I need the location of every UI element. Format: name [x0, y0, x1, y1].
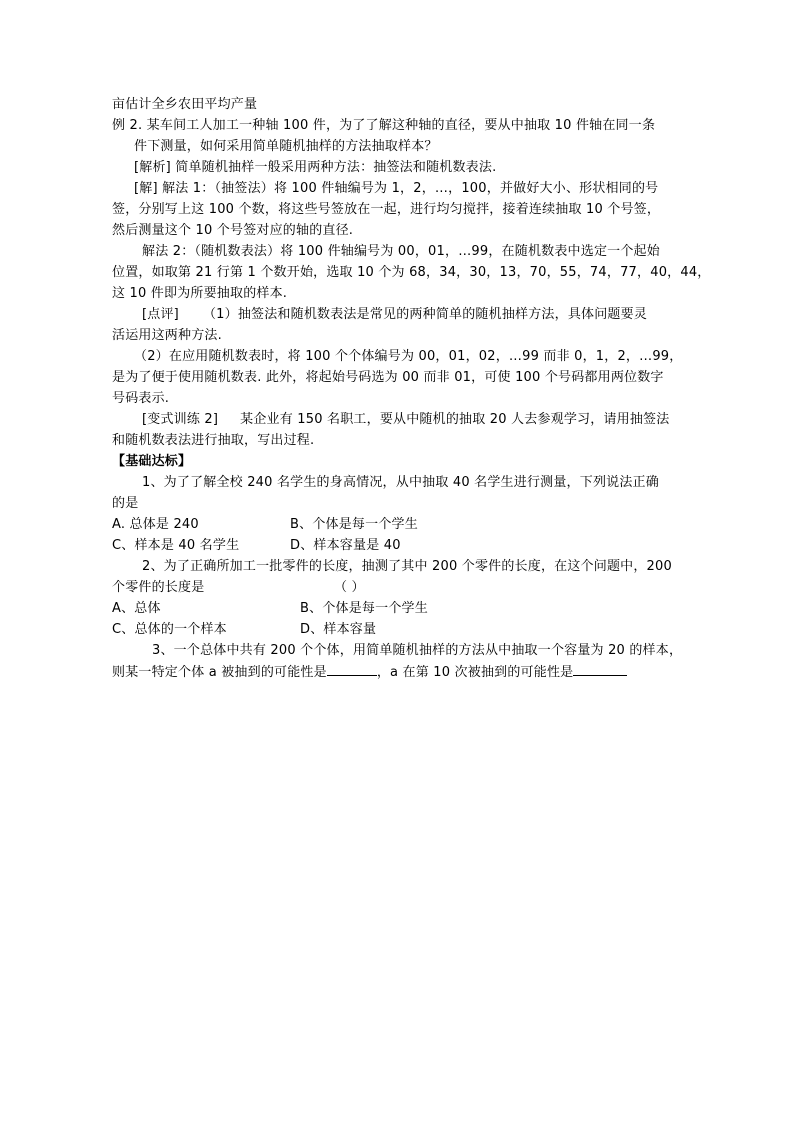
question-3-text-b: ，a 在第 10 次被抽到的可能性是	[376, 665, 574, 680]
comment-line-5: 号码表示.	[112, 391, 170, 406]
comment-line-2: 活运用这两种方法.	[112, 328, 222, 343]
question-2-text: 个零件的长度是	[112, 580, 205, 595]
variant-line-2: 和随机数表法进行抽取，写出过程.	[112, 433, 315, 448]
example-2-line-2: 件下测量，如何采用简单随机抽样的方法抽取样本？	[134, 139, 438, 154]
answer-blank-2[interactable]	[573, 661, 627, 676]
variant-text: 某企业有 150 名职工，要从中随机的抽取 20 人去参观学习，请用抽签法	[240, 412, 670, 427]
solution-line-3: 然后测量这个 10 个号签对应的轴的直径.	[112, 223, 354, 238]
question-3-line-2	[112, 661, 682, 682]
answer-blank-1[interactable]	[327, 661, 377, 676]
analysis-line: [解析] 简单随机抽样一般采用两种方法：抽签法和随机数表法.	[134, 160, 497, 175]
solution-line-2: 签，分别写上这 100 个数，将这些号签放在一起，进行均匀搅拌，接着连续抽取 10 个号签，	[112, 202, 661, 217]
question-2-options-cd	[112, 619, 682, 640]
option-d: D、样本容量是 40	[290, 538, 401, 553]
question-3-line-1: 3、一个总体中共有 200 个个体，用简单随机抽样的方法从中抽取一个容量为 20 的样本，	[152, 643, 683, 658]
option-d: D、样本容量	[300, 622, 377, 637]
document-page	[112, 94, 711, 682]
question-3-text-a: 则某一特定个体 a 被抽到的可能性是	[112, 665, 327, 680]
option-b: B、个体是每一个学生	[300, 601, 428, 616]
solution-2-line-2: 位置，如取第 21 行第 1 个数开始，选取 10 个为 68，34，30，13，70，55，74，77，40，44，	[112, 265, 711, 280]
option-a: A. 总体是 240	[112, 517, 199, 532]
comment-line-1	[112, 304, 682, 325]
question-2-line-2	[112, 577, 682, 598]
comment-line-4: 是为了便于使用随机数表. 此外，将起始号码选为 00 而非 01，可使 100 个号码都用两位数字	[112, 370, 664, 385]
question-1-line-2: 的是	[112, 496, 139, 511]
example-2-line-1: 例 2. 某车间工人加工一种轴 100 件，为了了解这种轴的直径，要从中抽取 10 件轴在同一条	[112, 118, 656, 133]
question-1-line-1: 1、为了了解全校 240 名学生的身高情况，从中抽取 40 名学生进行测量，下列说法正确	[142, 475, 659, 490]
option-a: A、总体	[112, 601, 161, 616]
solution-2-line-3: 这 10 件即为所要抽取的样本.	[112, 286, 288, 301]
question-1-options-ab	[112, 514, 682, 535]
option-c: C、样本是 40 名学生	[112, 538, 240, 553]
comment-line-3: （2）在应用随机数表时，将 100 个个体编号为 00，01，02，…99 而非 0，1，2，…99，	[134, 349, 683, 364]
answer-parentheses: （ ）	[334, 580, 365, 595]
section-heading: 【基础达标】	[112, 454, 192, 469]
solution-line-1: [解] 解法 1：（抽签法）将 100 件轴编号为 1，2，…，100，并做好大小、形状相同的号	[134, 181, 659, 196]
option-b: B、个体是每一个学生	[290, 517, 418, 532]
question-1-options-cd	[112, 535, 682, 556]
comment-text: （1）抽签法和随机数表法是常见的两种简单的随机抽样方法，具体问题要灵	[202, 307, 648, 322]
variant-line-1	[112, 409, 682, 430]
solution-2-line-1: 解法 2：（随机数表法）将 100 件轴编号为 00，01，…99，在随机数表中选定一个起始	[142, 244, 660, 259]
question-2-line-1: 2、为了正确所加工一批零件的长度，抽测了其中 200 个零件的长度，在这个问题中，200	[142, 559, 672, 574]
option-c: C、总体的一个样本	[112, 622, 227, 637]
variant-label: [变式训练 2]	[142, 412, 219, 427]
question-2-options-ab	[112, 598, 682, 619]
comment-label: [点评]	[142, 307, 179, 322]
text-line: 亩估计全乡农田平均产量	[112, 97, 258, 112]
